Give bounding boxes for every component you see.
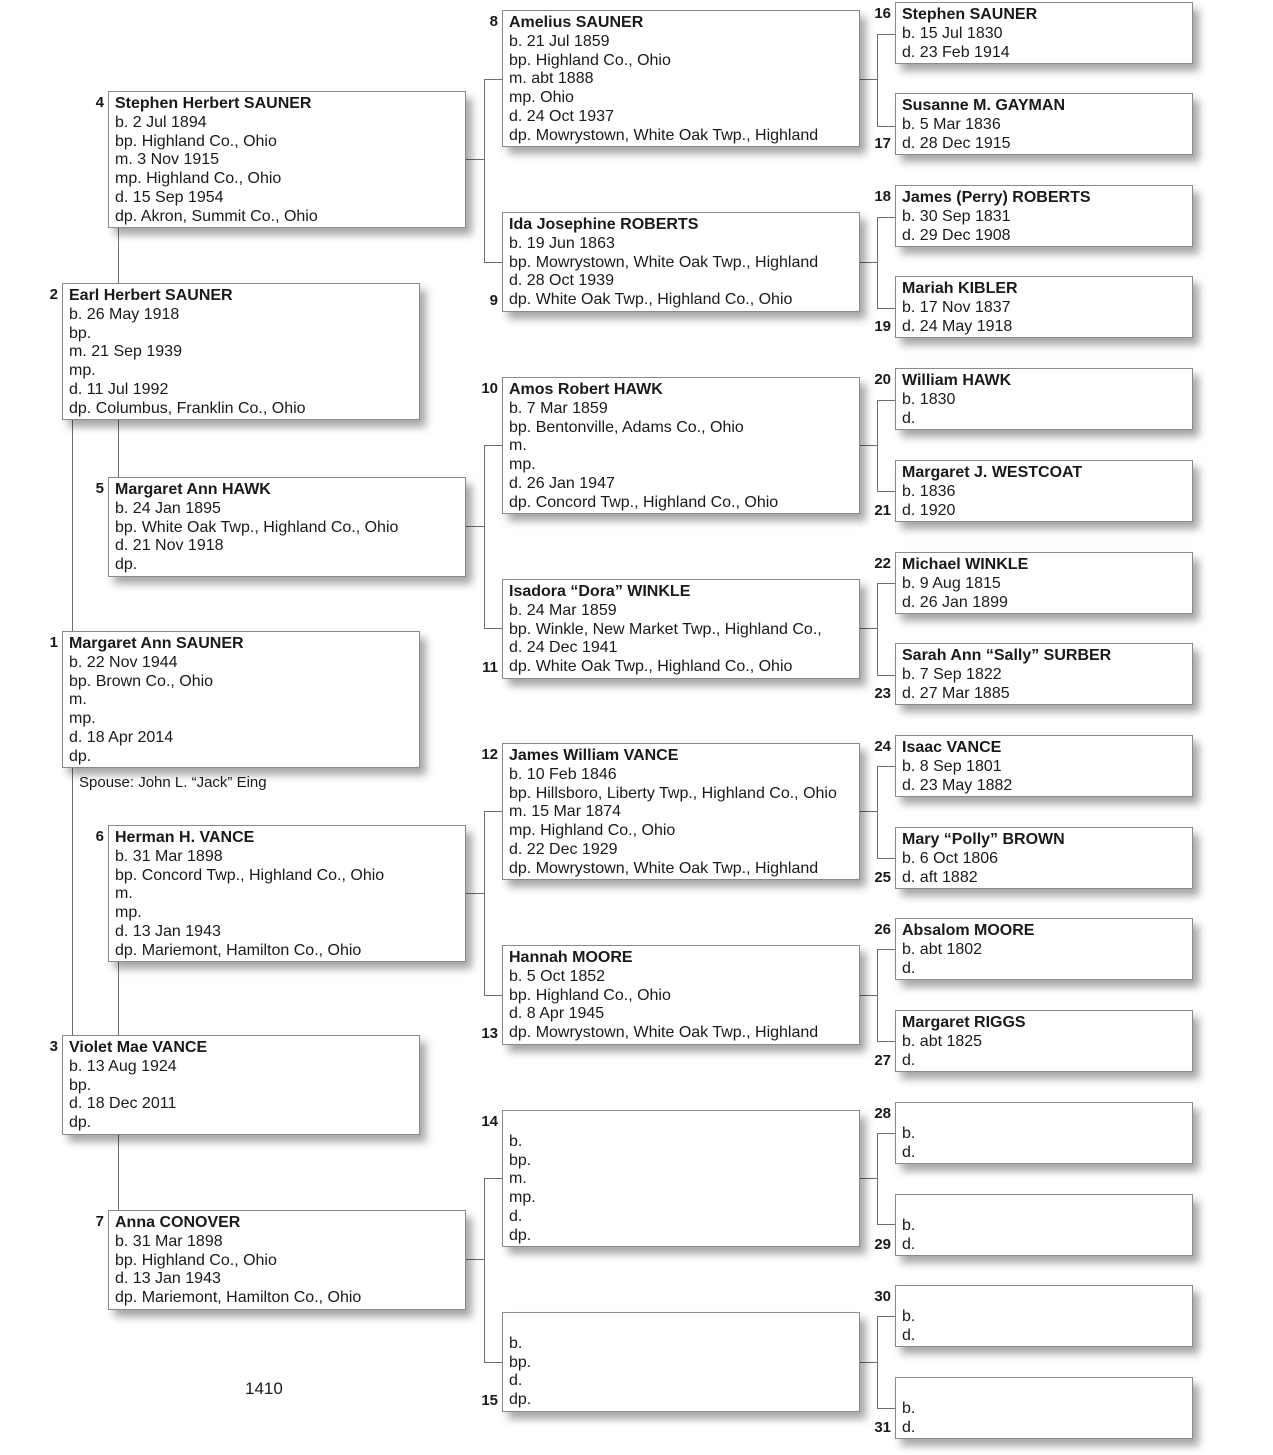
person-fact: b. 15 Jul 1830 bbox=[902, 24, 1003, 42]
ahnentafel-number: 16 bbox=[874, 5, 891, 22]
person-fact: m. 15 Mar 1874 bbox=[509, 803, 622, 821]
person-fact: mp. Highland Co., Ohio bbox=[509, 822, 676, 840]
person-name: Stephen SAUNER bbox=[902, 6, 1038, 23]
person-fact: b. 7 Mar 1859 bbox=[509, 399, 608, 417]
person-fact: d. 26 Jan 1947 bbox=[509, 474, 615, 492]
person-fact: bp. Brown Co., Ohio bbox=[69, 672, 214, 690]
person-fact: b. 2 Jul 1894 bbox=[115, 113, 207, 131]
person-fact: b. 17 Nov 1837 bbox=[902, 298, 1011, 316]
person-fact: dp. Concord Twp., Highland Co., Ohio bbox=[509, 493, 779, 511]
person-fact: b. 5 Mar 1836 bbox=[902, 115, 1001, 133]
person-box[interactable] bbox=[895, 1102, 1193, 1164]
person-fact: dp. Akron, Summit Co., Ohio bbox=[115, 207, 318, 225]
person-fact: d. bbox=[902, 959, 916, 977]
connector-line bbox=[118, 1135, 119, 1210]
connector-line bbox=[877, 1408, 895, 1409]
person-fact: dp. bbox=[509, 1226, 532, 1244]
person-box[interactable] bbox=[62, 631, 420, 768]
person-fact: d. 26 Jan 1899 bbox=[902, 593, 1008, 611]
person-name: Ida Josephine ROBERTS bbox=[509, 216, 699, 233]
person-name-empty bbox=[902, 1106, 1186, 1125]
connector-line bbox=[484, 1178, 502, 1179]
person-name: Margaret J. WESTCOAT bbox=[902, 464, 1083, 481]
connector-line bbox=[877, 1133, 878, 1224]
person-fact: d. 13 Jan 1943 bbox=[115, 1270, 221, 1288]
person-name-empty bbox=[509, 1316, 853, 1335]
connector-line bbox=[877, 1041, 895, 1042]
connector-line bbox=[466, 159, 484, 160]
connector-line bbox=[118, 962, 119, 1035]
person-name-empty bbox=[902, 1289, 1186, 1308]
connector-line bbox=[466, 893, 484, 894]
person-fact: bp. Highland Co., Ohio bbox=[509, 986, 671, 1004]
ahnentafel-number: 29 bbox=[874, 1236, 891, 1253]
person-fact: b. abt 1825 bbox=[902, 1032, 983, 1050]
connector-line bbox=[860, 1178, 877, 1179]
person-fact: bp. bbox=[69, 324, 92, 342]
person-fact: bp. Mowrystown, White Oak Twp., Highland bbox=[509, 253, 819, 271]
connector-line bbox=[484, 1362, 502, 1363]
connector-line bbox=[877, 1316, 878, 1408]
connector-line bbox=[877, 217, 895, 218]
person-fact: dp. White Oak Twp., Highland Co., Ohio bbox=[509, 291, 793, 309]
person-fact: b. abt 1802 bbox=[902, 940, 983, 958]
person-name: Margaret Ann HAWK bbox=[115, 481, 271, 498]
connector-line bbox=[484, 79, 485, 262]
ahnentafel-number: 4 bbox=[95, 94, 104, 111]
connector-line bbox=[466, 1259, 484, 1260]
person-fact: d. 1920 bbox=[902, 501, 956, 519]
connector-line bbox=[877, 1224, 895, 1225]
person-name: Mariah KIBLER bbox=[902, 280, 1018, 297]
ahnentafel-number: 30 bbox=[874, 1288, 891, 1305]
person-box[interactable] bbox=[895, 2, 1193, 64]
connector-line bbox=[877, 217, 878, 308]
spouse-label: Spouse: John L. “Jack” Eing bbox=[79, 774, 267, 791]
person-fact: mp. bbox=[69, 710, 96, 728]
connector-line bbox=[484, 445, 502, 446]
person-fact: d. 15 Sep 1954 bbox=[115, 188, 224, 206]
person-fact: b. 1830 bbox=[902, 390, 956, 408]
connector-line bbox=[877, 583, 878, 675]
person-fact: b. 8 Sep 1801 bbox=[902, 757, 1002, 775]
person-fact: dp. bbox=[69, 747, 92, 765]
person-fact: mp. bbox=[115, 904, 142, 922]
person-fact: bp. bbox=[509, 1151, 532, 1169]
person-fact: d. 21 Nov 1918 bbox=[115, 537, 224, 555]
person-fact: b. 26 May 1918 bbox=[69, 305, 180, 323]
person-fact: d. 8 Apr 1945 bbox=[509, 1005, 605, 1023]
person-fact: mp. bbox=[509, 1189, 536, 1207]
person-box[interactable] bbox=[502, 1110, 860, 1247]
person-fact: b. 24 Mar 1859 bbox=[509, 601, 617, 619]
person-box[interactable] bbox=[502, 10, 860, 147]
person-box[interactable] bbox=[895, 368, 1193, 430]
ahnentafel-number: 25 bbox=[874, 869, 891, 886]
person-fact: m. 21 Sep 1939 bbox=[69, 343, 182, 361]
person-fact: bp. bbox=[509, 1353, 532, 1371]
person-fact: mp. Highland Co., Ohio bbox=[115, 170, 282, 188]
connector-line bbox=[484, 79, 502, 80]
person-box[interactable] bbox=[895, 460, 1193, 522]
person-fact: b. 6 Oct 1806 bbox=[902, 849, 999, 867]
connector-line bbox=[877, 858, 895, 859]
connector-line bbox=[860, 995, 877, 996]
person-fact: bp. Hillsboro, Liberty Twp., Highland Co., Ohio bbox=[509, 784, 837, 802]
ahnentafel-number: 15 bbox=[481, 1392, 498, 1409]
person-box[interactable] bbox=[895, 1194, 1193, 1256]
connector-line bbox=[877, 766, 878, 858]
person-fact: b. 21 Jul 1859 bbox=[509, 32, 610, 50]
ahnentafel-number: 3 bbox=[49, 1038, 58, 1055]
person-fact: bp. Winkle, New Market Twp., Highland Co., bbox=[509, 620, 822, 638]
person-fact: d. bbox=[902, 1418, 916, 1436]
person-fact: m. abt 1888 bbox=[509, 70, 594, 88]
person-box[interactable] bbox=[895, 735, 1193, 797]
ahnentafel-number: 13 bbox=[481, 1025, 498, 1042]
connector-line bbox=[877, 766, 895, 767]
connector-line bbox=[484, 445, 485, 628]
connector-line bbox=[877, 400, 878, 491]
connector-line bbox=[72, 768, 73, 1035]
ahnentafel-number: 28 bbox=[874, 1105, 891, 1122]
person-fact: mp. Ohio bbox=[509, 89, 574, 107]
person-box[interactable] bbox=[108, 477, 466, 577]
person-fact: d. bbox=[902, 409, 916, 427]
person-fact: dp. Mariemont, Hamilton Co., Ohio bbox=[115, 941, 362, 959]
ahnentafel-number: 12 bbox=[481, 746, 498, 763]
person-fact: bp. Highland Co., Ohio bbox=[115, 132, 277, 150]
person-fact: d. 24 May 1918 bbox=[902, 317, 1013, 335]
person-name: Amos Robert HAWK bbox=[509, 381, 663, 398]
ahnentafel-number: 10 bbox=[481, 380, 498, 397]
person-box[interactable] bbox=[62, 1035, 420, 1135]
person-name: Hannah MOORE bbox=[509, 949, 633, 966]
person-fact: d. 23 May 1882 bbox=[902, 776, 1013, 794]
person-fact: m. bbox=[509, 437, 527, 455]
person-fact: d. 24 Oct 1937 bbox=[509, 107, 614, 125]
person-fact: b. 13 Aug 1924 bbox=[69, 1057, 177, 1075]
person-fact: dp. Mowrystown, White Oak Twp., Highland bbox=[509, 1024, 819, 1042]
person-name: Stephen Herbert SAUNER bbox=[115, 95, 312, 112]
ahnentafel-number: 21 bbox=[874, 502, 891, 519]
connector-line bbox=[72, 420, 73, 631]
page-number: 1410 bbox=[245, 1379, 283, 1398]
connector-line bbox=[877, 675, 895, 676]
connector-line bbox=[484, 995, 502, 996]
person-name-empty bbox=[902, 1198, 1186, 1217]
person-fact: dp. bbox=[69, 1114, 92, 1132]
person-name: Mary “Polly” BROWN bbox=[902, 831, 1065, 848]
connector-line bbox=[118, 228, 119, 283]
person-fact: d. 28 Dec 1915 bbox=[902, 134, 1011, 152]
connector-line bbox=[877, 400, 895, 401]
person-fact: dp. bbox=[509, 1391, 532, 1409]
person-fact: d. bbox=[902, 1051, 916, 1069]
person-fact: d. 18 Apr 2014 bbox=[69, 728, 174, 746]
person-box[interactable] bbox=[895, 1285, 1193, 1347]
person-box[interactable] bbox=[502, 377, 860, 514]
person-fact: b. bbox=[509, 1334, 523, 1352]
ahnentafel-number: 19 bbox=[874, 318, 891, 335]
person-fact: b. bbox=[902, 1399, 916, 1417]
connector-line bbox=[466, 526, 484, 527]
person-fact: b. 22 Nov 1944 bbox=[69, 653, 178, 671]
person-fact: bp. Concord Twp., Highland Co., Ohio bbox=[115, 866, 385, 884]
person-name: Michael WINKLE bbox=[902, 556, 1029, 573]
connector-line bbox=[484, 628, 502, 629]
person-box[interactable] bbox=[895, 643, 1193, 705]
connector-line bbox=[877, 34, 878, 126]
person-fact: d. 13 Jan 1943 bbox=[115, 922, 221, 940]
connector-line bbox=[877, 491, 895, 492]
person-fact: b. 1836 bbox=[902, 482, 956, 500]
ahnentafel-number: 9 bbox=[489, 292, 498, 309]
person-fact: b. 9 Aug 1815 bbox=[902, 574, 1001, 592]
person-name: Sarah Ann “Sally” SURBER bbox=[902, 647, 1112, 664]
person-fact: mp. bbox=[509, 456, 536, 474]
ahnentafel-number: 17 bbox=[874, 135, 891, 152]
person-box[interactable] bbox=[895, 1377, 1193, 1439]
person-name: James William VANCE bbox=[509, 747, 679, 764]
connector-line bbox=[877, 1316, 895, 1317]
person-fact: bp. Highland Co., Ohio bbox=[115, 1251, 277, 1269]
connector-line bbox=[877, 949, 878, 1041]
person-box[interactable] bbox=[502, 579, 860, 679]
person-fact: d. bbox=[902, 1326, 916, 1344]
person-fact: d. bbox=[509, 1372, 523, 1390]
connector-line bbox=[860, 79, 877, 80]
person-box[interactable] bbox=[108, 1210, 466, 1310]
person-fact: dp. Mowrystown, White Oak Twp., Highland bbox=[509, 126, 819, 144]
person-fact: d. bbox=[902, 1143, 916, 1161]
connector-line bbox=[484, 1178, 485, 1362]
person-box[interactable] bbox=[502, 1312, 860, 1412]
person-name: Anna CONOVER bbox=[115, 1214, 241, 1231]
person-name: Isaac VANCE bbox=[902, 739, 1002, 756]
person-fact: dp. Columbus, Franklin Co., Ohio bbox=[69, 399, 306, 417]
ahnentafel-number: 18 bbox=[874, 188, 891, 205]
person-name: Margaret Ann SAUNER bbox=[69, 635, 244, 652]
ahnentafel-number: 6 bbox=[95, 828, 104, 845]
connector-line bbox=[860, 1362, 877, 1363]
person-name: James (Perry) ROBERTS bbox=[902, 189, 1091, 206]
ahnentafel-number: 5 bbox=[95, 480, 104, 497]
person-name: Earl Herbert SAUNER bbox=[69, 287, 233, 304]
connector-line bbox=[877, 583, 895, 584]
person-name: Isadora “Dora” WINKLE bbox=[509, 583, 691, 600]
person-box[interactable] bbox=[502, 212, 860, 312]
person-fact: b. 31 Mar 1898 bbox=[115, 847, 223, 865]
person-fact: b. 24 Jan 1895 bbox=[115, 499, 221, 517]
connector-line bbox=[484, 811, 485, 995]
connector-line bbox=[860, 262, 877, 263]
person-fact: d. 29 Dec 1908 bbox=[902, 226, 1011, 244]
person-box[interactable] bbox=[895, 552, 1193, 614]
person-fact: d. bbox=[902, 1235, 916, 1253]
person-fact: d. 28 Oct 1939 bbox=[509, 272, 614, 290]
person-box[interactable] bbox=[895, 185, 1193, 247]
person-box[interactable] bbox=[895, 918, 1193, 980]
connector-line bbox=[118, 420, 119, 477]
person-fact: b. bbox=[902, 1124, 916, 1142]
person-fact: d. 11 Jul 1992 bbox=[69, 380, 169, 398]
ahnentafel-number: 14 bbox=[481, 1113, 498, 1130]
ahnentafel-number: 7 bbox=[95, 1213, 104, 1230]
person-box[interactable] bbox=[62, 283, 420, 420]
person-box[interactable] bbox=[502, 945, 860, 1045]
person-box[interactable] bbox=[895, 93, 1193, 155]
person-name: Susanne M. GAYMAN bbox=[902, 97, 1065, 114]
person-name: Herman H. VANCE bbox=[115, 829, 255, 846]
person-name: Violet Mae VANCE bbox=[69, 1039, 208, 1056]
connector-line bbox=[877, 1133, 895, 1134]
person-fact: d. bbox=[509, 1207, 523, 1225]
person-fact: bp. White Oak Twp., Highland Co., Ohio bbox=[115, 518, 399, 536]
person-box[interactable] bbox=[895, 827, 1193, 889]
connector-line bbox=[877, 949, 895, 950]
person-fact: b. bbox=[902, 1307, 916, 1325]
person-fact: bp. bbox=[69, 1076, 92, 1094]
person-name: Absalom MOORE bbox=[902, 922, 1035, 939]
person-box[interactable] bbox=[895, 1010, 1193, 1072]
person-fact: b. 5 Oct 1852 bbox=[509, 967, 606, 985]
ahnentafel-number: 24 bbox=[874, 738, 891, 755]
person-fact: bp. Highland Co., Ohio bbox=[509, 51, 671, 69]
person-fact: dp. bbox=[115, 556, 138, 574]
person-fact: m. bbox=[509, 1170, 527, 1188]
person-name: Margaret RIGGS bbox=[902, 1014, 1026, 1031]
person-fact: dp. Mariemont, Hamilton Co., Ohio bbox=[115, 1289, 362, 1307]
person-fact: d. aft 1882 bbox=[902, 868, 978, 886]
ahnentafel-number: 31 bbox=[874, 1419, 891, 1436]
person-fact: b. 31 Mar 1898 bbox=[115, 1232, 223, 1250]
person-fact: mp. bbox=[69, 362, 96, 380]
connector-line bbox=[484, 262, 502, 263]
ahnentafel-number: 8 bbox=[489, 13, 498, 30]
person-fact: bp. Bentonville, Adams Co., Ohio bbox=[509, 418, 744, 436]
ahnentafel-number: 27 bbox=[874, 1052, 891, 1069]
connector-line bbox=[860, 628, 877, 629]
person-name: Amelius SAUNER bbox=[509, 14, 644, 31]
person-box[interactable] bbox=[108, 825, 466, 962]
person-name-empty bbox=[509, 1114, 853, 1133]
person-fact: d. 27 Mar 1885 bbox=[902, 684, 1010, 702]
ahnentafel-number: 20 bbox=[874, 371, 891, 388]
person-box[interactable] bbox=[895, 276, 1193, 338]
connector-line bbox=[877, 126, 895, 127]
connector-line bbox=[877, 34, 895, 35]
ahnentafel-number: 1 bbox=[49, 634, 58, 651]
person-fact: b. 10 Feb 1846 bbox=[509, 765, 617, 783]
person-fact: d. 24 Dec 1941 bbox=[509, 639, 618, 657]
person-fact: dp. Mowrystown, White Oak Twp., Highland bbox=[509, 859, 819, 877]
person-fact: b. 30 Sep 1831 bbox=[902, 207, 1011, 225]
person-fact: d. 23 Feb 1914 bbox=[902, 43, 1010, 61]
connector-line bbox=[860, 445, 877, 446]
connector-line bbox=[484, 811, 502, 812]
person-fact: b. 19 Jun 1863 bbox=[509, 234, 615, 252]
ahnentafel-number: 23 bbox=[874, 685, 891, 702]
connector-line bbox=[877, 308, 895, 309]
person-box[interactable] bbox=[108, 91, 466, 228]
person-fact: d. 22 Dec 1929 bbox=[509, 840, 618, 858]
person-fact: dp. White Oak Twp., Highland Co., Ohio bbox=[509, 658, 793, 676]
person-box[interactable] bbox=[502, 743, 860, 880]
connector-line bbox=[860, 811, 877, 812]
person-fact: b. 7 Sep 1822 bbox=[902, 665, 1002, 683]
person-name: William HAWK bbox=[902, 372, 1012, 389]
ahnentafel-number: 2 bbox=[49, 286, 58, 303]
person-fact: m. bbox=[115, 885, 133, 903]
ahnentafel-number: 22 bbox=[874, 555, 891, 572]
person-fact: d. 18 Dec 2011 bbox=[69, 1095, 177, 1113]
ahnentafel-number: 11 bbox=[482, 659, 498, 676]
person-fact: m. bbox=[69, 691, 87, 709]
person-fact: b. bbox=[509, 1132, 523, 1150]
person-name-empty bbox=[902, 1381, 1186, 1400]
person-fact: m. 3 Nov 1915 bbox=[115, 151, 220, 169]
person-fact: b. bbox=[902, 1216, 916, 1234]
ahnentafel-number: 26 bbox=[874, 921, 891, 938]
